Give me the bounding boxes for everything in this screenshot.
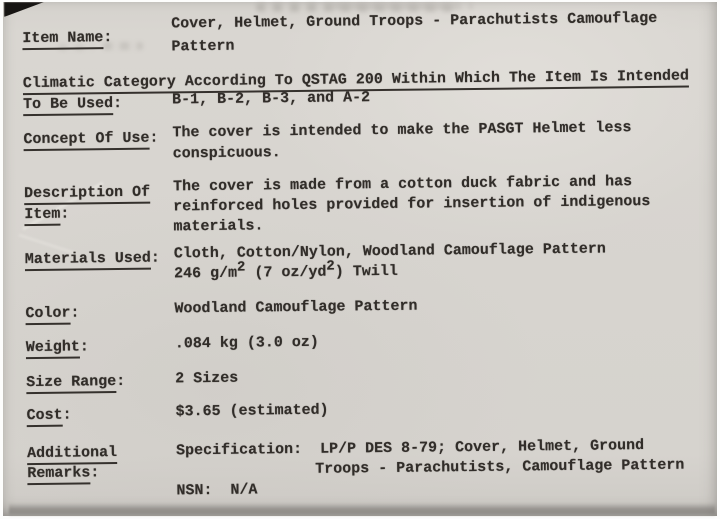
field-label <box>27 465 99 485</box>
field-label-colon: : <box>113 94 123 113</box>
scanned-page <box>3 2 717 516</box>
field-label-colon: : <box>150 249 160 267</box>
field-value-line: The cover is made from a cotton duck fabric and has <box>172 173 633 196</box>
field-label <box>25 251 160 272</box>
field-value-line: reinforced holes provided for insertion of indigenous <box>173 192 651 216</box>
value-part: (7 oz/yd <box>245 263 327 282</box>
field-label <box>23 96 122 116</box>
field-label-text: Size Range <box>26 374 116 394</box>
superscript: 2 <box>326 258 335 275</box>
field-value-line: 2 Sizes <box>175 369 239 388</box>
value-part: 246 g/m <box>173 264 238 283</box>
field-label <box>26 374 125 394</box>
field-label-colon: : <box>103 29 113 47</box>
field-label-text: Color <box>25 306 70 326</box>
field-label-text: Item Name <box>22 30 103 50</box>
field-label <box>24 207 69 227</box>
field-label-colon: : <box>79 338 89 356</box>
field-value-line: $3.65 (estimated) <box>175 401 329 421</box>
field-label-colon: : <box>70 304 80 322</box>
field-value-line: B-1, B-2, B-3, and A-2 <box>171 89 371 109</box>
field-label-text: Weight <box>26 339 80 359</box>
field-label-text: Concept Of Use <box>23 131 149 151</box>
field-label-text: To Be Used <box>23 96 113 116</box>
field-label-colon: : <box>62 406 72 424</box>
field-label-text: Item <box>24 207 60 226</box>
field-label-text: Cost <box>27 408 63 427</box>
field-label-text: Additional <box>27 445 117 465</box>
field-value-line: Cover, Helmet, Ground Troops - Parachutists Camouflage <box>171 9 658 33</box>
field-value-line: Specification: LP/P DES 8-79; Cover, Helmet, Ground <box>175 437 645 460</box>
field-value-line: Woodland Camouflage Pattern <box>174 297 418 318</box>
field-value-line: Troops - Parachutists, Camouflage Pattern <box>315 456 685 478</box>
field-label <box>22 30 112 50</box>
field-value-line: NSN: N/A <box>176 481 258 500</box>
field-label-text: Description Of <box>24 185 150 205</box>
field-value-line: conspicuous. <box>172 144 281 163</box>
field-label-colon: : <box>60 205 70 223</box>
field-label <box>27 445 117 465</box>
field-label <box>26 339 89 359</box>
field-label <box>27 408 72 428</box>
field-label-text: Remarks <box>27 465 90 485</box>
field-heading-text: Climatic Category According To QSTAG 200 Within Which The Item Is Intended <box>23 69 689 96</box>
field-label-colon: : <box>149 129 159 147</box>
field-label <box>23 131 158 152</box>
field-value-line: materials. <box>173 217 264 236</box>
field-label-colon: : <box>116 372 126 391</box>
value-part: ) Twill <box>334 262 398 281</box>
field-label-text: Materials Used <box>25 251 151 271</box>
bottom-edge-shadow <box>9 503 715 516</box>
field-value-line <box>173 258 398 283</box>
field-label-colon: : <box>90 464 100 482</box>
field-value-line: Pattern <box>171 37 235 56</box>
field-value-line: The cover is intended to make the PASGT Helmet less <box>172 119 632 142</box>
superscript: 2 <box>236 259 246 276</box>
field-label <box>24 185 150 205</box>
field-value-line: Cloth, Cotton/Nylon, Woodland Camouflage Pattern <box>173 240 606 263</box>
field-value-line: .084 kg (3.0 oz) <box>174 333 319 353</box>
field-label <box>25 305 79 325</box>
